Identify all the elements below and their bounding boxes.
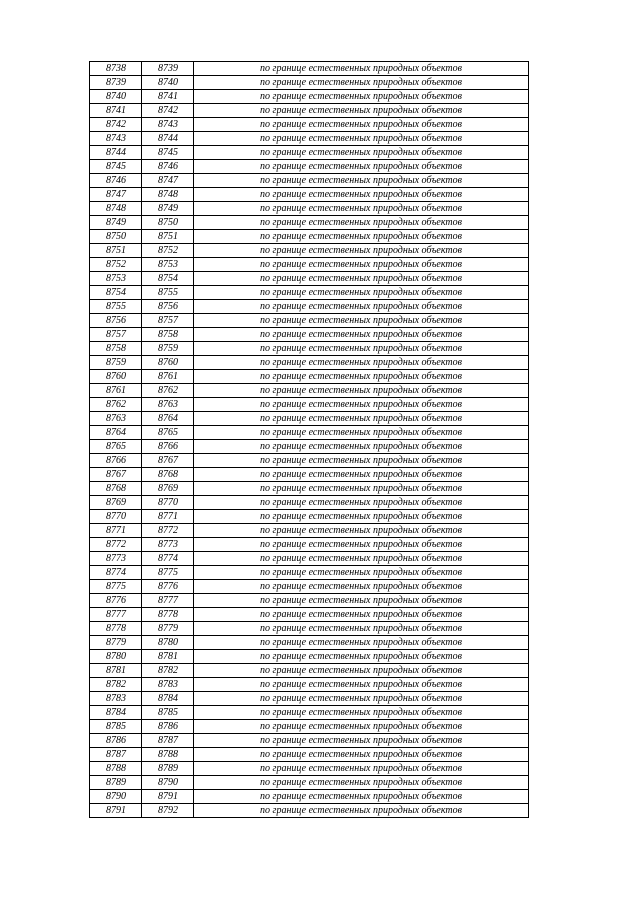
- description-cell: по границе естественных природных объектов: [194, 706, 529, 720]
- point-to-cell: 8748: [142, 188, 194, 202]
- description-cell: по границе естественных природных объектов: [194, 440, 529, 454]
- point-from-cell: 8783: [90, 692, 142, 706]
- description-cell: по границе естественных природных объектов: [194, 664, 529, 678]
- table-row: [90, 692, 529, 706]
- description-cell: по границе естественных природных объектов: [194, 762, 529, 776]
- description-cell: по границе естественных природных объектов: [194, 720, 529, 734]
- point-from-cell: 8762: [90, 398, 142, 412]
- point-from-cell: 8773: [90, 552, 142, 566]
- point-to-cell: 8775: [142, 566, 194, 580]
- table-row: [90, 76, 529, 90]
- point-to-cell: 8767: [142, 454, 194, 468]
- description-cell: по границе естественных природных объектов: [194, 622, 529, 636]
- table-row: [90, 314, 529, 328]
- description-cell: по границе естественных природных объектов: [194, 580, 529, 594]
- point-from-cell: 8774: [90, 566, 142, 580]
- table-row: [90, 734, 529, 748]
- table-row: [90, 580, 529, 594]
- point-from-cell: 8758: [90, 342, 142, 356]
- table-row: [90, 384, 529, 398]
- boundary-table: [89, 61, 529, 818]
- description-cell: по границе естественных природных объектов: [194, 230, 529, 244]
- point-to-cell: 8741: [142, 90, 194, 104]
- table-row: [90, 398, 529, 412]
- point-from-cell: 8750: [90, 230, 142, 244]
- point-from-cell: 8747: [90, 188, 142, 202]
- table-row: [90, 510, 529, 524]
- description-cell: по границе естественных природных объектов: [194, 272, 529, 286]
- table-row: [90, 594, 529, 608]
- point-from-cell: 8760: [90, 370, 142, 384]
- table-row: [90, 496, 529, 510]
- table-row: [90, 482, 529, 496]
- point-to-cell: 8769: [142, 482, 194, 496]
- point-from-cell: 8780: [90, 650, 142, 664]
- point-from-cell: 8756: [90, 314, 142, 328]
- point-to-cell: 8750: [142, 216, 194, 230]
- table-row: [90, 132, 529, 146]
- table-row: [90, 412, 529, 426]
- description-cell: по границе естественных природных объектов: [194, 692, 529, 706]
- point-from-cell: 8778: [90, 622, 142, 636]
- table-row: [90, 468, 529, 482]
- point-to-cell: 8780: [142, 636, 194, 650]
- table-row: [90, 440, 529, 454]
- description-cell: по границе естественных природных объектов: [194, 566, 529, 580]
- point-to-cell: 8754: [142, 272, 194, 286]
- description-cell: по границе естественных природных объектов: [194, 146, 529, 160]
- table-row: [90, 202, 529, 216]
- point-from-cell: 8785: [90, 720, 142, 734]
- table-row: [90, 678, 529, 692]
- point-to-cell: 8787: [142, 734, 194, 748]
- point-to-cell: 8756: [142, 300, 194, 314]
- description-cell: по границе естественных природных объектов: [194, 538, 529, 552]
- point-from-cell: 8765: [90, 440, 142, 454]
- table-row: [90, 174, 529, 188]
- point-to-cell: 8771: [142, 510, 194, 524]
- table-row: [90, 804, 529, 818]
- point-from-cell: 8791: [90, 804, 142, 818]
- point-from-cell: 8739: [90, 76, 142, 90]
- point-from-cell: 8775: [90, 580, 142, 594]
- point-to-cell: 8764: [142, 412, 194, 426]
- point-from-cell: 8771: [90, 524, 142, 538]
- point-from-cell: 8754: [90, 286, 142, 300]
- point-to-cell: 8774: [142, 552, 194, 566]
- point-to-cell: 8788: [142, 748, 194, 762]
- point-from-cell: 8769: [90, 496, 142, 510]
- table-row: [90, 790, 529, 804]
- table-row: [90, 720, 529, 734]
- point-to-cell: 8778: [142, 608, 194, 622]
- description-cell: по границе естественных природных объектов: [194, 482, 529, 496]
- point-from-cell: 8784: [90, 706, 142, 720]
- point-from-cell: 8766: [90, 454, 142, 468]
- point-to-cell: 8776: [142, 580, 194, 594]
- description-cell: по границе естественных природных объектов: [194, 62, 529, 76]
- point-from-cell: 8744: [90, 146, 142, 160]
- point-from-cell: 8787: [90, 748, 142, 762]
- description-cell: по границе естественных природных объектов: [194, 286, 529, 300]
- point-to-cell: 8790: [142, 776, 194, 790]
- point-from-cell: 8770: [90, 510, 142, 524]
- description-cell: по границе естественных природных объектов: [194, 594, 529, 608]
- point-from-cell: 8763: [90, 412, 142, 426]
- table-row: [90, 160, 529, 174]
- table-row: [90, 258, 529, 272]
- description-cell: по границе естественных природных объектов: [194, 524, 529, 538]
- point-from-cell: 8764: [90, 426, 142, 440]
- point-from-cell: 8781: [90, 664, 142, 678]
- point-to-cell: 8786: [142, 720, 194, 734]
- description-cell: по границе естественных природных объектов: [194, 790, 529, 804]
- table-row: [90, 272, 529, 286]
- point-from-cell: 8748: [90, 202, 142, 216]
- description-cell: по границе естественных природных объектов: [194, 454, 529, 468]
- description-cell: по границе естественных природных объектов: [194, 216, 529, 230]
- point-from-cell: 8790: [90, 790, 142, 804]
- point-to-cell: 8773: [142, 538, 194, 552]
- point-to-cell: 8792: [142, 804, 194, 818]
- point-to-cell: 8763: [142, 398, 194, 412]
- point-to-cell: 8749: [142, 202, 194, 216]
- point-from-cell: 8776: [90, 594, 142, 608]
- point-from-cell: 8772: [90, 538, 142, 552]
- point-from-cell: 8740: [90, 90, 142, 104]
- description-cell: по границе естественных природных объектов: [194, 188, 529, 202]
- description-cell: по границе естественных природных объектов: [194, 174, 529, 188]
- point-from-cell: 8782: [90, 678, 142, 692]
- description-cell: по границе естественных природных объектов: [194, 342, 529, 356]
- table-row: [90, 370, 529, 384]
- point-to-cell: 8759: [142, 342, 194, 356]
- description-cell: по границе естественных природных объектов: [194, 468, 529, 482]
- point-from-cell: 8759: [90, 356, 142, 370]
- table-row: [90, 104, 529, 118]
- description-cell: по границе естественных природных объектов: [194, 90, 529, 104]
- point-to-cell: 8783: [142, 678, 194, 692]
- point-from-cell: 8767: [90, 468, 142, 482]
- point-to-cell: 8745: [142, 146, 194, 160]
- description-cell: по границе естественных природных объектов: [194, 202, 529, 216]
- table-row: [90, 524, 529, 538]
- description-cell: по границе естественных природных объектов: [194, 804, 529, 818]
- table-row: [90, 622, 529, 636]
- point-to-cell: 8762: [142, 384, 194, 398]
- description-cell: по границе естественных природных объектов: [194, 650, 529, 664]
- table-row: [90, 118, 529, 132]
- description-cell: по границе естественных природных объектов: [194, 678, 529, 692]
- description-cell: по границе естественных природных объектов: [194, 552, 529, 566]
- point-to-cell: 8770: [142, 496, 194, 510]
- table-row: [90, 286, 529, 300]
- point-to-cell: 8753: [142, 258, 194, 272]
- point-to-cell: 8752: [142, 244, 194, 258]
- description-cell: по границе естественных природных объектов: [194, 398, 529, 412]
- point-to-cell: 8760: [142, 356, 194, 370]
- point-from-cell: 8757: [90, 328, 142, 342]
- table-row: [90, 608, 529, 622]
- table-row: [90, 188, 529, 202]
- description-cell: по границе естественных природных объектов: [194, 356, 529, 370]
- point-to-cell: 8789: [142, 762, 194, 776]
- table-row: [90, 356, 529, 370]
- table-row: [90, 244, 529, 258]
- table-row: [90, 552, 529, 566]
- point-to-cell: 8765: [142, 426, 194, 440]
- point-to-cell: 8739: [142, 62, 194, 76]
- description-cell: по границе естественных природных объектов: [194, 118, 529, 132]
- description-cell: по границе естественных природных объектов: [194, 776, 529, 790]
- point-from-cell: 8738: [90, 62, 142, 76]
- table-row: [90, 454, 529, 468]
- table-row: [90, 664, 529, 678]
- point-to-cell: 8747: [142, 174, 194, 188]
- description-cell: по границе естественных природных объектов: [194, 244, 529, 258]
- point-from-cell: 8749: [90, 216, 142, 230]
- point-to-cell: 8758: [142, 328, 194, 342]
- point-from-cell: 8761: [90, 384, 142, 398]
- point-from-cell: 8786: [90, 734, 142, 748]
- description-cell: по границе естественных природных объектов: [194, 496, 529, 510]
- description-cell: по границе естественных природных объектов: [194, 258, 529, 272]
- description-cell: по границе естественных природных объектов: [194, 160, 529, 174]
- point-to-cell: 8740: [142, 76, 194, 90]
- point-from-cell: 8788: [90, 762, 142, 776]
- point-from-cell: 8789: [90, 776, 142, 790]
- point-from-cell: 8741: [90, 104, 142, 118]
- point-from-cell: 8777: [90, 608, 142, 622]
- point-from-cell: 8751: [90, 244, 142, 258]
- table-row: [90, 328, 529, 342]
- description-cell: по границе естественных природных объектов: [194, 314, 529, 328]
- point-to-cell: 8757: [142, 314, 194, 328]
- description-cell: по границе естественных природных объектов: [194, 636, 529, 650]
- table-row: [90, 426, 529, 440]
- table-row: [90, 342, 529, 356]
- point-from-cell: 8768: [90, 482, 142, 496]
- table-row: [90, 230, 529, 244]
- point-from-cell: 8745: [90, 160, 142, 174]
- description-cell: по границе естественных природных объектов: [194, 510, 529, 524]
- description-cell: по границе естественных природных объектов: [194, 426, 529, 440]
- table-body: [90, 62, 529, 818]
- point-to-cell: 8782: [142, 664, 194, 678]
- table-row: [90, 566, 529, 580]
- description-cell: по границе естественных природных объектов: [194, 328, 529, 342]
- description-cell: по границе естественных природных объектов: [194, 384, 529, 398]
- point-from-cell: 8753: [90, 272, 142, 286]
- point-from-cell: 8742: [90, 118, 142, 132]
- table-row: [90, 762, 529, 776]
- point-to-cell: 8761: [142, 370, 194, 384]
- table-row: [90, 650, 529, 664]
- description-cell: по границе естественных природных объектов: [194, 370, 529, 384]
- point-to-cell: 8755: [142, 286, 194, 300]
- point-to-cell: 8744: [142, 132, 194, 146]
- description-cell: по границе естественных природных объектов: [194, 608, 529, 622]
- table-row: [90, 216, 529, 230]
- point-to-cell: 8777: [142, 594, 194, 608]
- point-from-cell: 8779: [90, 636, 142, 650]
- point-to-cell: 8751: [142, 230, 194, 244]
- table-row: [90, 776, 529, 790]
- point-to-cell: 8772: [142, 524, 194, 538]
- point-to-cell: 8742: [142, 104, 194, 118]
- table-row: [90, 748, 529, 762]
- point-from-cell: 8743: [90, 132, 142, 146]
- point-to-cell: 8781: [142, 650, 194, 664]
- description-cell: по границе естественных природных объектов: [194, 132, 529, 146]
- description-cell: по границе естественных природных объектов: [194, 748, 529, 762]
- description-cell: по границе естественных природных объектов: [194, 300, 529, 314]
- point-to-cell: 8784: [142, 692, 194, 706]
- point-from-cell: 8752: [90, 258, 142, 272]
- point-to-cell: 8746: [142, 160, 194, 174]
- table-row: [90, 300, 529, 314]
- description-cell: по границе естественных природных объектов: [194, 76, 529, 90]
- table-row: [90, 90, 529, 104]
- point-to-cell: 8791: [142, 790, 194, 804]
- table-row: [90, 706, 529, 720]
- point-from-cell: 8746: [90, 174, 142, 188]
- table-row: [90, 636, 529, 650]
- table-row: [90, 538, 529, 552]
- point-from-cell: 8755: [90, 300, 142, 314]
- point-to-cell: 8768: [142, 468, 194, 482]
- point-to-cell: 8743: [142, 118, 194, 132]
- description-cell: по границе естественных природных объектов: [194, 734, 529, 748]
- table-row: [90, 146, 529, 160]
- description-cell: по границе естественных природных объектов: [194, 104, 529, 118]
- description-cell: по границе естественных природных объектов: [194, 412, 529, 426]
- point-to-cell: 8779: [142, 622, 194, 636]
- point-to-cell: 8785: [142, 706, 194, 720]
- table-row: [90, 62, 529, 76]
- point-to-cell: 8766: [142, 440, 194, 454]
